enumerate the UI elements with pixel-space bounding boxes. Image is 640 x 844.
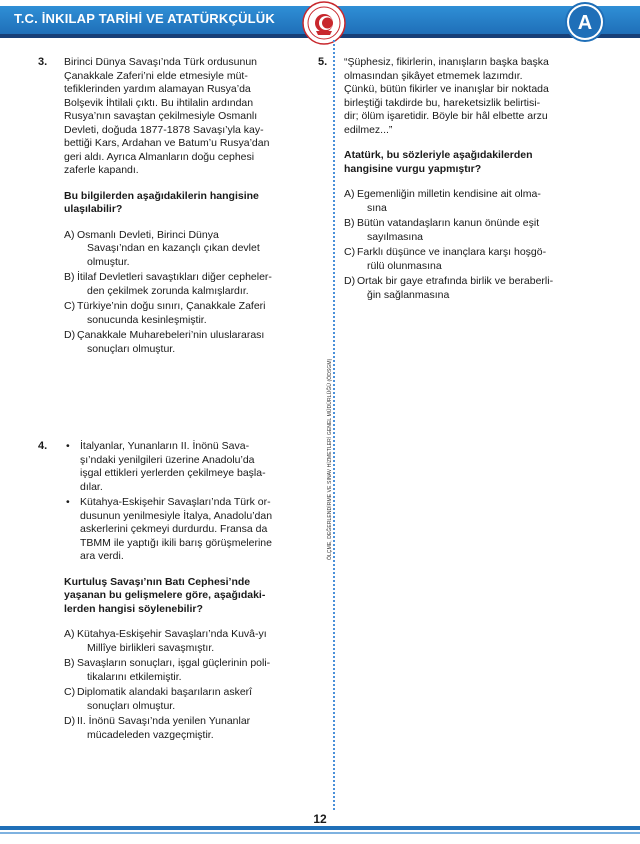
answer-options <box>64 628 324 742</box>
question-number: 3. <box>38 56 48 68</box>
bullet-line: ara verdi. <box>80 550 124 562</box>
footer-bar <box>0 826 640 830</box>
option-a[interactable] <box>64 628 324 655</box>
option-line: tikalarını etkilemiştir. <box>87 670 182 683</box>
option-line: Ortak bir gaye etrafında birlik ve beraberli- <box>357 275 554 287</box>
stem-line: yaşanan bu gelişmelere göre, aşağıdaki- <box>64 589 266 601</box>
option-line: olmuştur. <box>87 255 130 268</box>
page-number: 12 <box>313 812 327 826</box>
option-b[interactable] <box>344 217 606 244</box>
option-line: Bütün vatandaşların kanun önünde eşit <box>357 217 540 229</box>
bullet-item <box>64 440 324 494</box>
question-text-line: Çanakkale Zaferi’ni elde etmesiyle müt- <box>64 69 248 82</box>
option-line: Osmanlı Devleti, Birinci Dünya <box>77 228 219 241</box>
question-text-line: Rusya’nın savaştan çekilmesiyle Osmanlı <box>64 110 258 122</box>
question-text-line: geri aldı. Ayrıca Almanların doğu cephesi <box>64 150 255 163</box>
option-letter: B) <box>64 657 75 669</box>
bullet-line: dusunun yenilmesiyle İtalya, Anadolu’dan <box>80 509 273 522</box>
option-letter: A) <box>64 628 75 640</box>
stem-line: hangisine vurgu yapmıştır? <box>344 162 482 175</box>
option-line: Diplomatik alandaki başarıların askerî <box>77 686 253 698</box>
quote-line: edilmez...” <box>344 123 393 136</box>
option-line: sonucunda kesinleşmiştir. <box>87 313 207 326</box>
bullet-line: Kütahya-Eskişehir Savaşları’nda Türk or- <box>80 496 271 508</box>
stem-line: Bu bilgilerden aşağıdakilerin hangisine <box>64 189 259 202</box>
question-number: 5. <box>318 56 328 68</box>
option-letter: D) <box>64 715 76 727</box>
stem-line: Kurtuluş Savaşı’nın Batı Cephesi’nde <box>64 575 251 588</box>
option-line: ğin sağlanmasına <box>367 288 450 301</box>
option-line: sına <box>367 201 387 214</box>
option-letter: A) <box>64 228 75 241</box>
bullet-item <box>64 496 324 564</box>
bullet-line: işgal ettikleri yerlerden çekilmeye başla- <box>80 467 266 479</box>
ministry-seal-icon <box>302 1 346 45</box>
question-text-line: Birinci Dünya Savaşı’nda Türk ordusunun <box>64 56 257 68</box>
option-line: Egemenliğin milletin kendisine ait olma- <box>357 188 541 200</box>
option-line: den çekilmek zorunda kalmışlardır. <box>87 284 249 297</box>
question-5 <box>318 56 606 304</box>
question-stem <box>64 190 324 217</box>
question-text-line: bettiği Kars, Ardahan ve Batum’u Rusya’dan <box>64 137 270 149</box>
option-line: Millîye birlikleri savaşmıştır. <box>87 641 215 654</box>
option-line: Farklı düşünce ve inançlara karşı hoşgö- <box>357 246 547 258</box>
question-4 <box>38 440 324 744</box>
quote-line: Çünkü, bütün fikirler ve inanışlar bir noktada <box>344 83 549 95</box>
option-line: Savaşı’ndan en kazançlı çıkan devlet <box>87 242 260 254</box>
option-b[interactable] <box>64 271 324 298</box>
option-a[interactable] <box>344 188 606 215</box>
bullet-line: askerlerini çekmeyi durdurdu. Fransa da <box>80 523 268 535</box>
option-letter: C) <box>64 300 76 312</box>
option-c[interactable] <box>64 686 324 713</box>
option-line: rülü olunmasına <box>367 259 442 272</box>
bullet-dot: • <box>66 496 70 508</box>
quote-line: “Şüphesiz, fikirlerin, inanışların başka başka <box>344 56 549 68</box>
bullet-line: TBMM ile yaptığı ikili barış görüşmelerine <box>80 536 272 549</box>
column-divider <box>333 40 335 810</box>
side-vertical-text: ÖLÇME, DEĞERLENDİRME VE SINAV HİZMETLERİ GENEL MÜDÜRLÜĞÜ (ÖDSGM) <box>327 358 333 560</box>
option-line: İtilaf Devletleri savaştıkları diğer cepheler- <box>77 271 272 283</box>
question-stem <box>64 576 324 617</box>
option-line: Çanakkale Muharebeleri’nin uluslararası <box>77 329 265 341</box>
option-line: sonuçları olmuştur. <box>87 342 176 355</box>
option-line: II. İnönü Savaşı’nda yenilen Yunanlar <box>77 715 251 727</box>
option-line: Türkiye’nin doğu sınırı, Çanakkale Zaferi <box>77 300 266 312</box>
option-line: Savaşların sonuçları, işgal güçlerinin poli- <box>77 657 271 669</box>
booklet-badge-icon <box>565 2 605 42</box>
option-line: sonuçları olmuştur. <box>87 699 176 712</box>
option-d[interactable] <box>64 715 324 742</box>
bullet-line: İtalyanlar, Yunanların II. İnönü Sava- <box>80 440 250 452</box>
bullet-line: şı’ndaki yenilgileri üzerine Anadolu’da <box>80 453 255 466</box>
option-c[interactable] <box>64 300 324 327</box>
question-text-line: tefiklerinden yardım alamayan Rusya’da <box>64 83 251 95</box>
stem-line: Atatürk, bu sözleriyle aşağıdakilerden <box>344 149 533 161</box>
option-a[interactable] <box>64 229 324 270</box>
option-letter: B) <box>344 217 355 229</box>
question-text-line: zaferle kapandı. <box>64 164 139 176</box>
booklet-letter: A <box>577 12 593 34</box>
question-text-line: Bolşevik İhtilali çıktı. Bu ihtilalin ardından <box>64 96 254 109</box>
option-letter: D) <box>344 275 356 287</box>
option-letter: A) <box>344 188 355 200</box>
stem-line: lerden hangisi söylenebilir? <box>64 602 203 615</box>
option-letter: C) <box>64 686 76 698</box>
option-letter: D) <box>64 329 76 341</box>
bullet-dot: • <box>66 440 70 452</box>
option-d[interactable] <box>64 329 324 356</box>
option-b[interactable] <box>64 657 324 684</box>
header-title: T.C. İNKILAP TARİHİ VE ATATÜRKÇÜLÜK <box>14 11 275 26</box>
question-3 <box>38 56 324 358</box>
answer-options <box>64 229 324 357</box>
bullet-line: dılar. <box>80 480 103 493</box>
option-line: sayılmasına <box>367 230 424 243</box>
option-line: Kütahya-Eskişehir Savaşları’nda Kuvâ-yı <box>77 628 267 640</box>
option-letter: B) <box>64 271 75 283</box>
stem-line: ulaşılabilir? <box>64 203 123 215</box>
question-number: 4. <box>38 440 48 452</box>
option-line: mücadeleden vazgeçmiştir. <box>87 728 214 741</box>
question-stem <box>344 149 606 176</box>
answer-options <box>344 188 606 302</box>
quote-line: olmasından şikâyet etmemek lazımdır. <box>344 69 523 82</box>
option-c[interactable] <box>344 246 606 273</box>
page-header <box>0 0 640 46</box>
option-letter: C) <box>344 246 356 258</box>
quote-line: birleştiği takdirde bu, hareketsizlik belirtisi- <box>344 96 541 109</box>
footer-bar-light <box>0 832 640 834</box>
question-text-line: Devleti, doğuda 1877-1878 Savaşı’yla kay- <box>64 123 264 136</box>
quote-line: dir; ölüm işaretidir. Böyle bir hâl elbette arzu <box>344 110 548 122</box>
option-d[interactable] <box>344 275 606 302</box>
